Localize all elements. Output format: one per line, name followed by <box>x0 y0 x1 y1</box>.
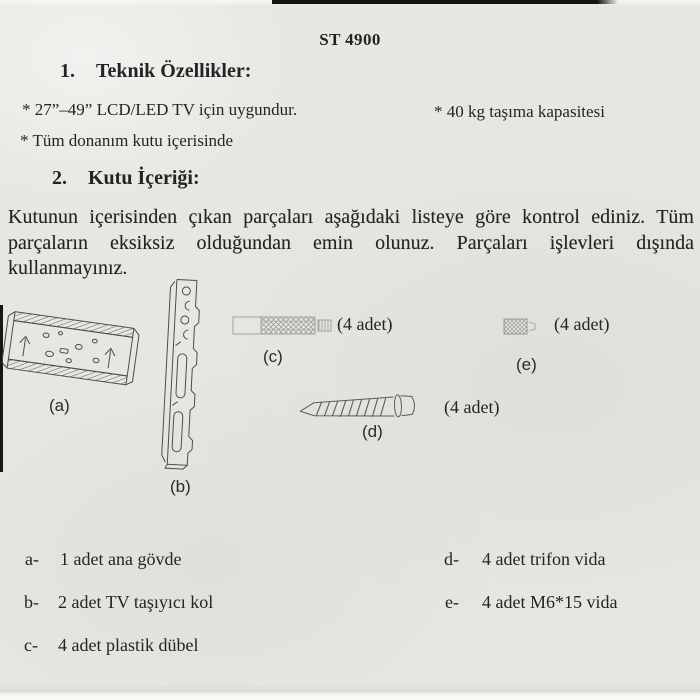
spec-item-capacity: * 40 kg taşıma kapasitesi <box>434 102 605 121</box>
scan-bottom-shadow <box>0 684 700 692</box>
section2-number: 2. <box>52 167 67 189</box>
figure-c-label: (c) <box>263 347 283 366</box>
main-body-drawing <box>2 306 142 400</box>
section1-heading <box>60 60 251 83</box>
figure-a-label: (a) <box>49 396 70 415</box>
part-key: b- <box>24 592 39 612</box>
tv-arm-drawing <box>158 278 210 472</box>
figure-c-count: (4 adet) <box>337 314 393 334</box>
scan-bottom-light-strip <box>0 692 700 700</box>
part-key: c- <box>24 635 38 655</box>
figure-b-label: (b) <box>170 477 191 496</box>
page-title: ST 4900 <box>319 30 381 49</box>
part-text: 4 adet trifon vida <box>482 549 606 569</box>
spec-item-hardware: * Tüm donanım kutu içerisinde <box>20 131 234 150</box>
figure-d-label: (d) <box>362 422 383 441</box>
figure-d-count: (4 adet) <box>444 397 500 417</box>
figure-e-label: (e) <box>516 355 537 374</box>
part-text: 4 adet M6*15 vida <box>482 592 618 612</box>
spec-item-tv-size: * 27”–49” LCD/LED TV için uygundur. <box>22 100 298 119</box>
part-key: d- <box>444 549 459 569</box>
section1-number: 1. <box>60 60 75 82</box>
trifon-screw-drawing <box>298 390 432 424</box>
plastic-dowel-drawing <box>231 312 333 340</box>
m6-bolt-drawing <box>502 315 544 339</box>
intro-paragraph: Kutunun içerisinden çıkan parçaları aşağıdaki listeye göre kontrol ediniz. Tüm parçaların eksiksiz olduğundan emin olunuz. Parçaları işlevleri dışında kullanmayınız. <box>8 206 694 279</box>
part-text: 4 adet plastik dübel <box>58 635 199 655</box>
part-key: a- <box>25 549 39 569</box>
figure-e-count: (4 adet) <box>554 314 610 334</box>
section1-heading-label: Teknik Özellikler: <box>96 60 252 82</box>
part-text: 1 adet ana gövde <box>60 549 182 569</box>
section2-heading <box>52 167 200 190</box>
part-text: 2 adet TV taşıyıcı kol <box>58 592 214 612</box>
part-key: e- <box>445 592 459 612</box>
section2-heading-label: Kutu İçeriği: <box>88 167 200 189</box>
scan-top-black-bar <box>272 0 618 4</box>
